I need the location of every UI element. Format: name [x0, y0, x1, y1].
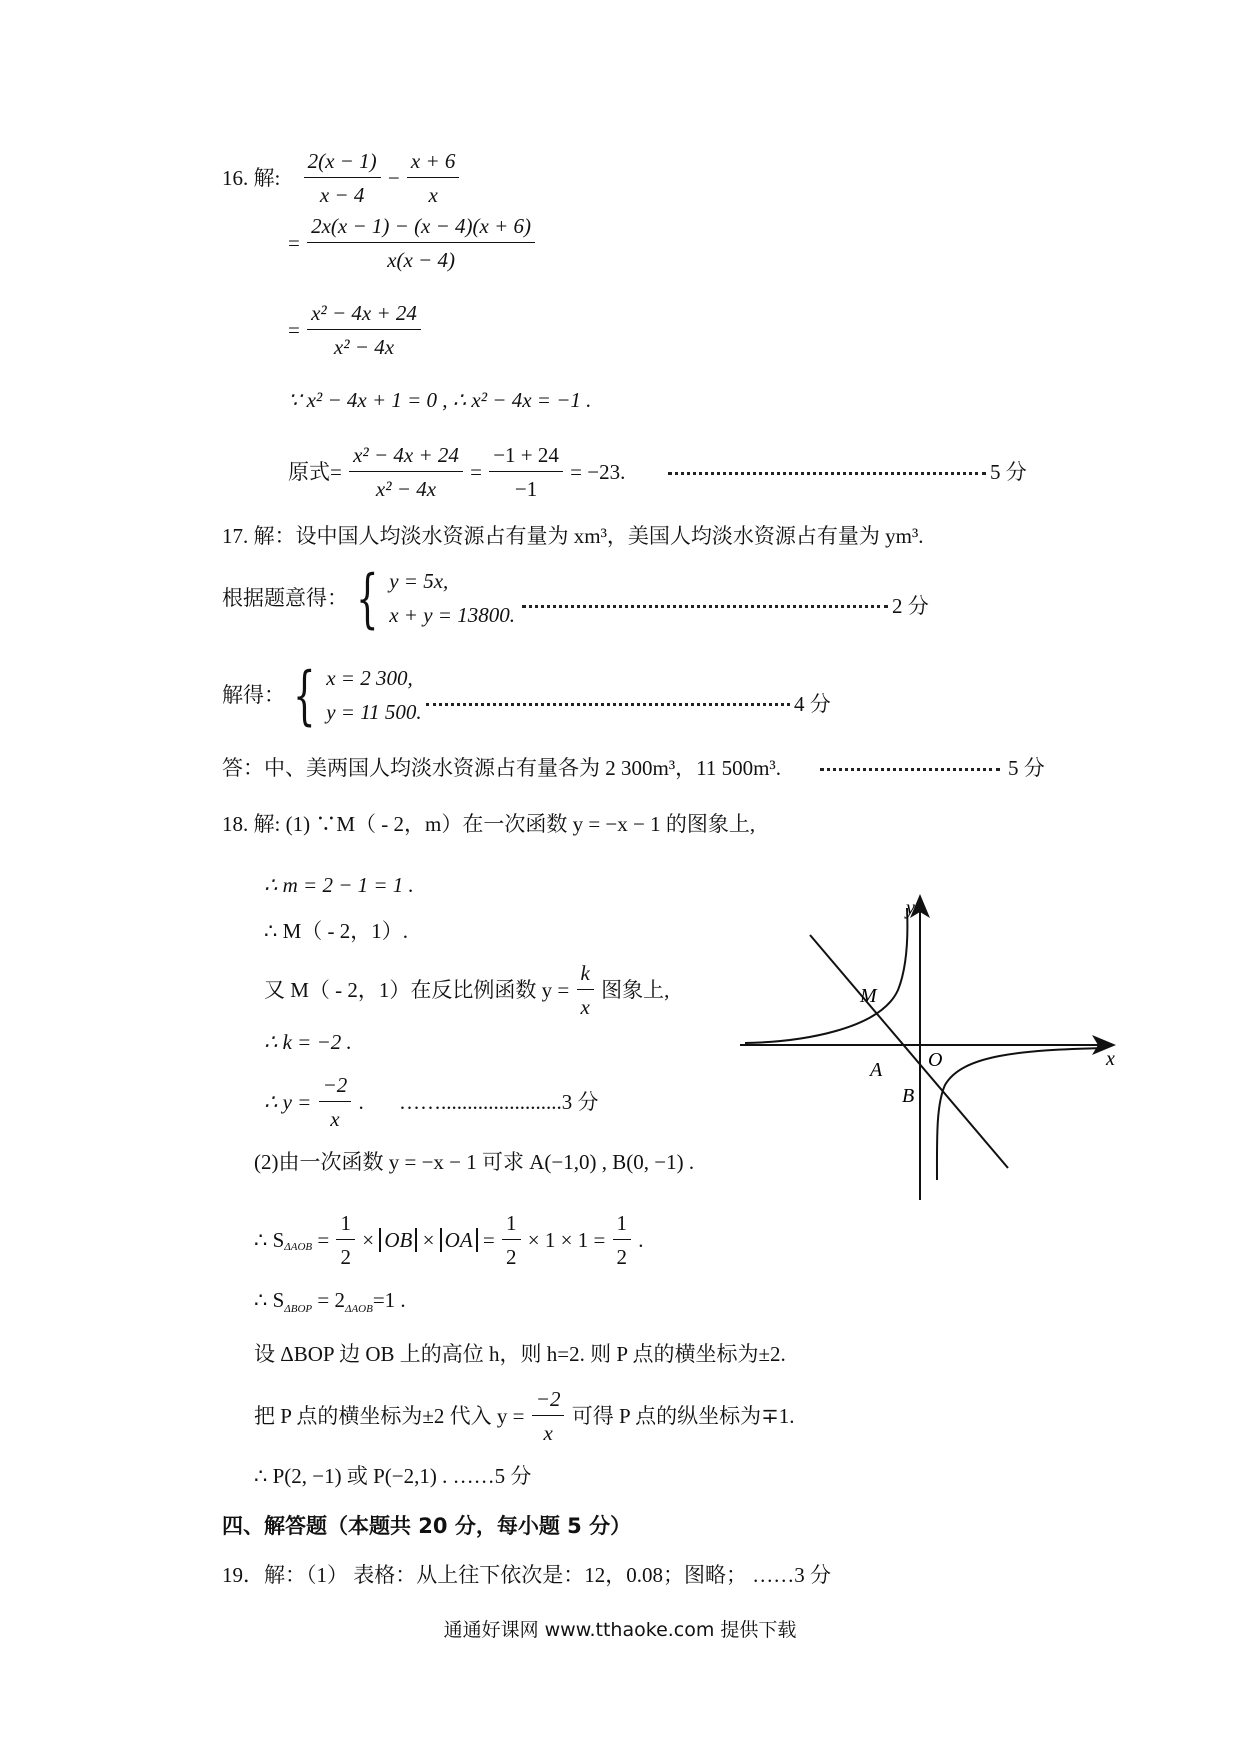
point-m-label: M [860, 985, 877, 1007]
q17-brace-2: { [293, 658, 316, 733]
q18-line5: ∴ k = −2 . [264, 1030, 352, 1054]
q17-leader-dots-1 [522, 605, 888, 608]
page-footer: 通通好课网 www.tthaoke.com 提供下载 [443, 1619, 797, 1641]
q16-f5-den: x² − 4x [375, 477, 437, 502]
point-a-label: A [870, 1059, 883, 1081]
q18-half-1-num: 1 [336, 1210, 355, 1240]
point-b-label: B [902, 1085, 915, 1107]
linear-function-line [810, 935, 1008, 1168]
q16-leader-dots [668, 472, 986, 475]
q16-eq2: = [288, 317, 300, 342]
q17-score-2: 4 分 [794, 692, 831, 716]
q17-eq-b1: x = 2 300, [326, 666, 413, 690]
q16-f4-den: x² − 4x [333, 335, 395, 360]
q17-solve [222, 658, 422, 733]
q17-intro: 17. 解：设中国人均淡水资源占有量为 xm³，美国人均淡水资源占有量为 ym³. [222, 524, 924, 548]
q18-half-2-den: 2 [506, 1245, 517, 1270]
q16-minus: − [387, 165, 400, 190]
q16-fraction-5 [349, 442, 463, 503]
q18-abs-ob: OB [379, 1228, 417, 1252]
q17-eq-a2: x + y = 13800. [389, 602, 515, 627]
q17-score-3: 5 分 [1008, 756, 1045, 780]
q18-k-over-x [577, 960, 594, 1021]
q18-line4-b: 图象上, [601, 977, 670, 1002]
q18-line11 [254, 1386, 794, 1447]
q18-line12: ∴ P(2, −1) 或 P(−2,1) . ……5 分 [254, 1464, 532, 1488]
q18-line1: 18. 解: (1) ∵M（ - 2，m）在一次函数 y = −x − 1 的图象上, [222, 812, 756, 836]
q18-line8-end: . [638, 1227, 644, 1252]
q18-line3: ∴ M（ - 2，1）. [264, 919, 409, 943]
q18-line8-e: = [482, 1227, 495, 1252]
q18-line6-den: x [330, 1107, 340, 1132]
q16-orig-label: 原式= [288, 459, 342, 484]
q17-solve-label: 解得： [222, 683, 285, 708]
q18-line6 [264, 1072, 599, 1133]
q16-f6-num: −1 + 24 [489, 442, 563, 472]
q18-line8-sub: ΔAOB [284, 1241, 313, 1254]
q18-half-1 [336, 1210, 355, 1271]
q18-line10: 设 ΔBOP 边 OB 上的高位 h，则 h=2. 则 P 点的横坐标为±2. [254, 1342, 786, 1366]
hyperbola-branch-left [745, 908, 907, 1043]
q18-line6-score: …….......................3 分 [399, 1089, 599, 1114]
q16-result: = −23. [570, 459, 626, 484]
q16-fraction-4 [307, 300, 421, 361]
q16-f3-den: x(x − 4) [387, 248, 455, 273]
q18-line11-a: 把 P 点的横坐标为±2 代入 y = [254, 1403, 525, 1428]
q18-line8-b: = [317, 1227, 330, 1252]
q17-system-2 [326, 662, 421, 729]
q18-half-3-den: 2 [616, 1245, 628, 1270]
q18-line9-c: =1 . [372, 1288, 406, 1312]
q18-line9-sub2: ΔAOB [344, 1303, 373, 1315]
q17-answer: 答：中、美两国人均淡水资源占有量各为 2 300m³，11 500m³. [222, 756, 781, 780]
q16-line5 [288, 442, 625, 503]
q17-setup-label: 根据题意得： [222, 586, 348, 611]
q17-eq-b2: y = 11 500. [326, 699, 422, 724]
y-axis-label: y [906, 897, 915, 919]
q18-line2: ∴ m = 2 − 1 = 1 . [264, 873, 414, 897]
q16-line1 [222, 148, 461, 209]
q18-line6-a: ∴ y = [264, 1089, 312, 1114]
q18-line4-den: x [580, 995, 590, 1020]
q16-f1-den: x − 4 [319, 183, 365, 208]
q18-neg2-over-x-2 [532, 1386, 565, 1447]
q18-line4 [264, 960, 669, 1021]
section-4-heading: 四、解答题（本题共 20 分，每小题 5 分） [222, 1514, 632, 1538]
q16-fraction-1 [304, 148, 381, 209]
q16-eq3: = [470, 459, 482, 484]
x-axis-label: x [1106, 1048, 1115, 1070]
q18-line9-b: = 2 [317, 1288, 345, 1312]
origin-label: O [928, 1049, 943, 1071]
q17-setup [222, 561, 515, 636]
q18-line4-num: k [577, 960, 594, 990]
q17-score-1: 2 分 [892, 594, 929, 618]
q18-line8-f: × 1 × 1 = [527, 1227, 606, 1252]
q18-line11-den: x [543, 1421, 553, 1446]
q18-half-2 [502, 1210, 521, 1271]
q18-line9-a: ∴ S [254, 1288, 285, 1312]
q18-line8-c: × [362, 1227, 375, 1252]
q18-half-2-num: 1 [502, 1210, 521, 1240]
q17-leader-dots-2 [426, 703, 790, 706]
q17-eq-a1: y = 5x, [389, 569, 449, 593]
q16-f5-num: x² − 4x + 24 [349, 442, 463, 472]
q18-line7: (2)由一次函数 y = −x − 1 可求 A(−1,0) , B(0, −1) . [254, 1150, 695, 1174]
q18-half-1-den: 2 [340, 1245, 351, 1270]
q16-f1-num: 2(x − 1) [304, 148, 381, 178]
q18-neg2-over-x [319, 1072, 352, 1133]
q18-line11-b: 可得 P 点的纵坐标为∓1. [571, 1403, 795, 1428]
q16-f2-num: x + 6 [407, 148, 460, 178]
q16-eq1: = [288, 230, 300, 255]
q16-f3-num: 2x(x − 1) − (x − 4)(x + 6) [307, 213, 535, 243]
q18-line6-b: . [358, 1089, 364, 1114]
q18-half-3 [613, 1210, 632, 1271]
q16-score: 5 分 [990, 460, 1027, 484]
q16-label: 16. 解: [222, 165, 281, 190]
function-graph [740, 890, 1120, 1210]
q18-line6-num: −2 [319, 1072, 352, 1102]
q18-line9 [254, 1290, 406, 1315]
q16-fraction-2 [407, 148, 460, 209]
q18-line8-a: ∴ S [254, 1227, 285, 1252]
q16-fraction-3 [307, 213, 535, 274]
q18-line8 [254, 1210, 644, 1271]
q16-fraction-6 [489, 442, 563, 503]
q17-system-1 [389, 565, 515, 632]
q18-half-3-num: 1 [613, 1210, 632, 1240]
q18-line4-a: 又 M（ - 2，1）在反比例函数 y = [264, 977, 570, 1002]
q16-line3 [288, 300, 423, 361]
q16-line2 [288, 213, 537, 274]
q17-brace-1: { [356, 561, 379, 636]
q18-line9-sub: ΔBOP [284, 1303, 313, 1315]
q19-line: 19．解：（1） 表格：从上往下依次是：12，0.08；图略； ……3 分 [222, 1563, 831, 1587]
q18-abs-oa: OA [440, 1228, 478, 1252]
q16-because: ∵ x² − 4x + 1 = 0 , ∴ x² − 4x = −1 . [288, 388, 592, 412]
q16-f6-den: −1 [514, 477, 538, 502]
q17-leader-dots-3 [820, 768, 1000, 771]
q18-line8-d: × [422, 1227, 435, 1252]
q16-f2-den: x [428, 183, 438, 208]
q18-line11-num: −2 [532, 1386, 565, 1416]
q16-f4-num: x² − 4x + 24 [307, 300, 421, 330]
